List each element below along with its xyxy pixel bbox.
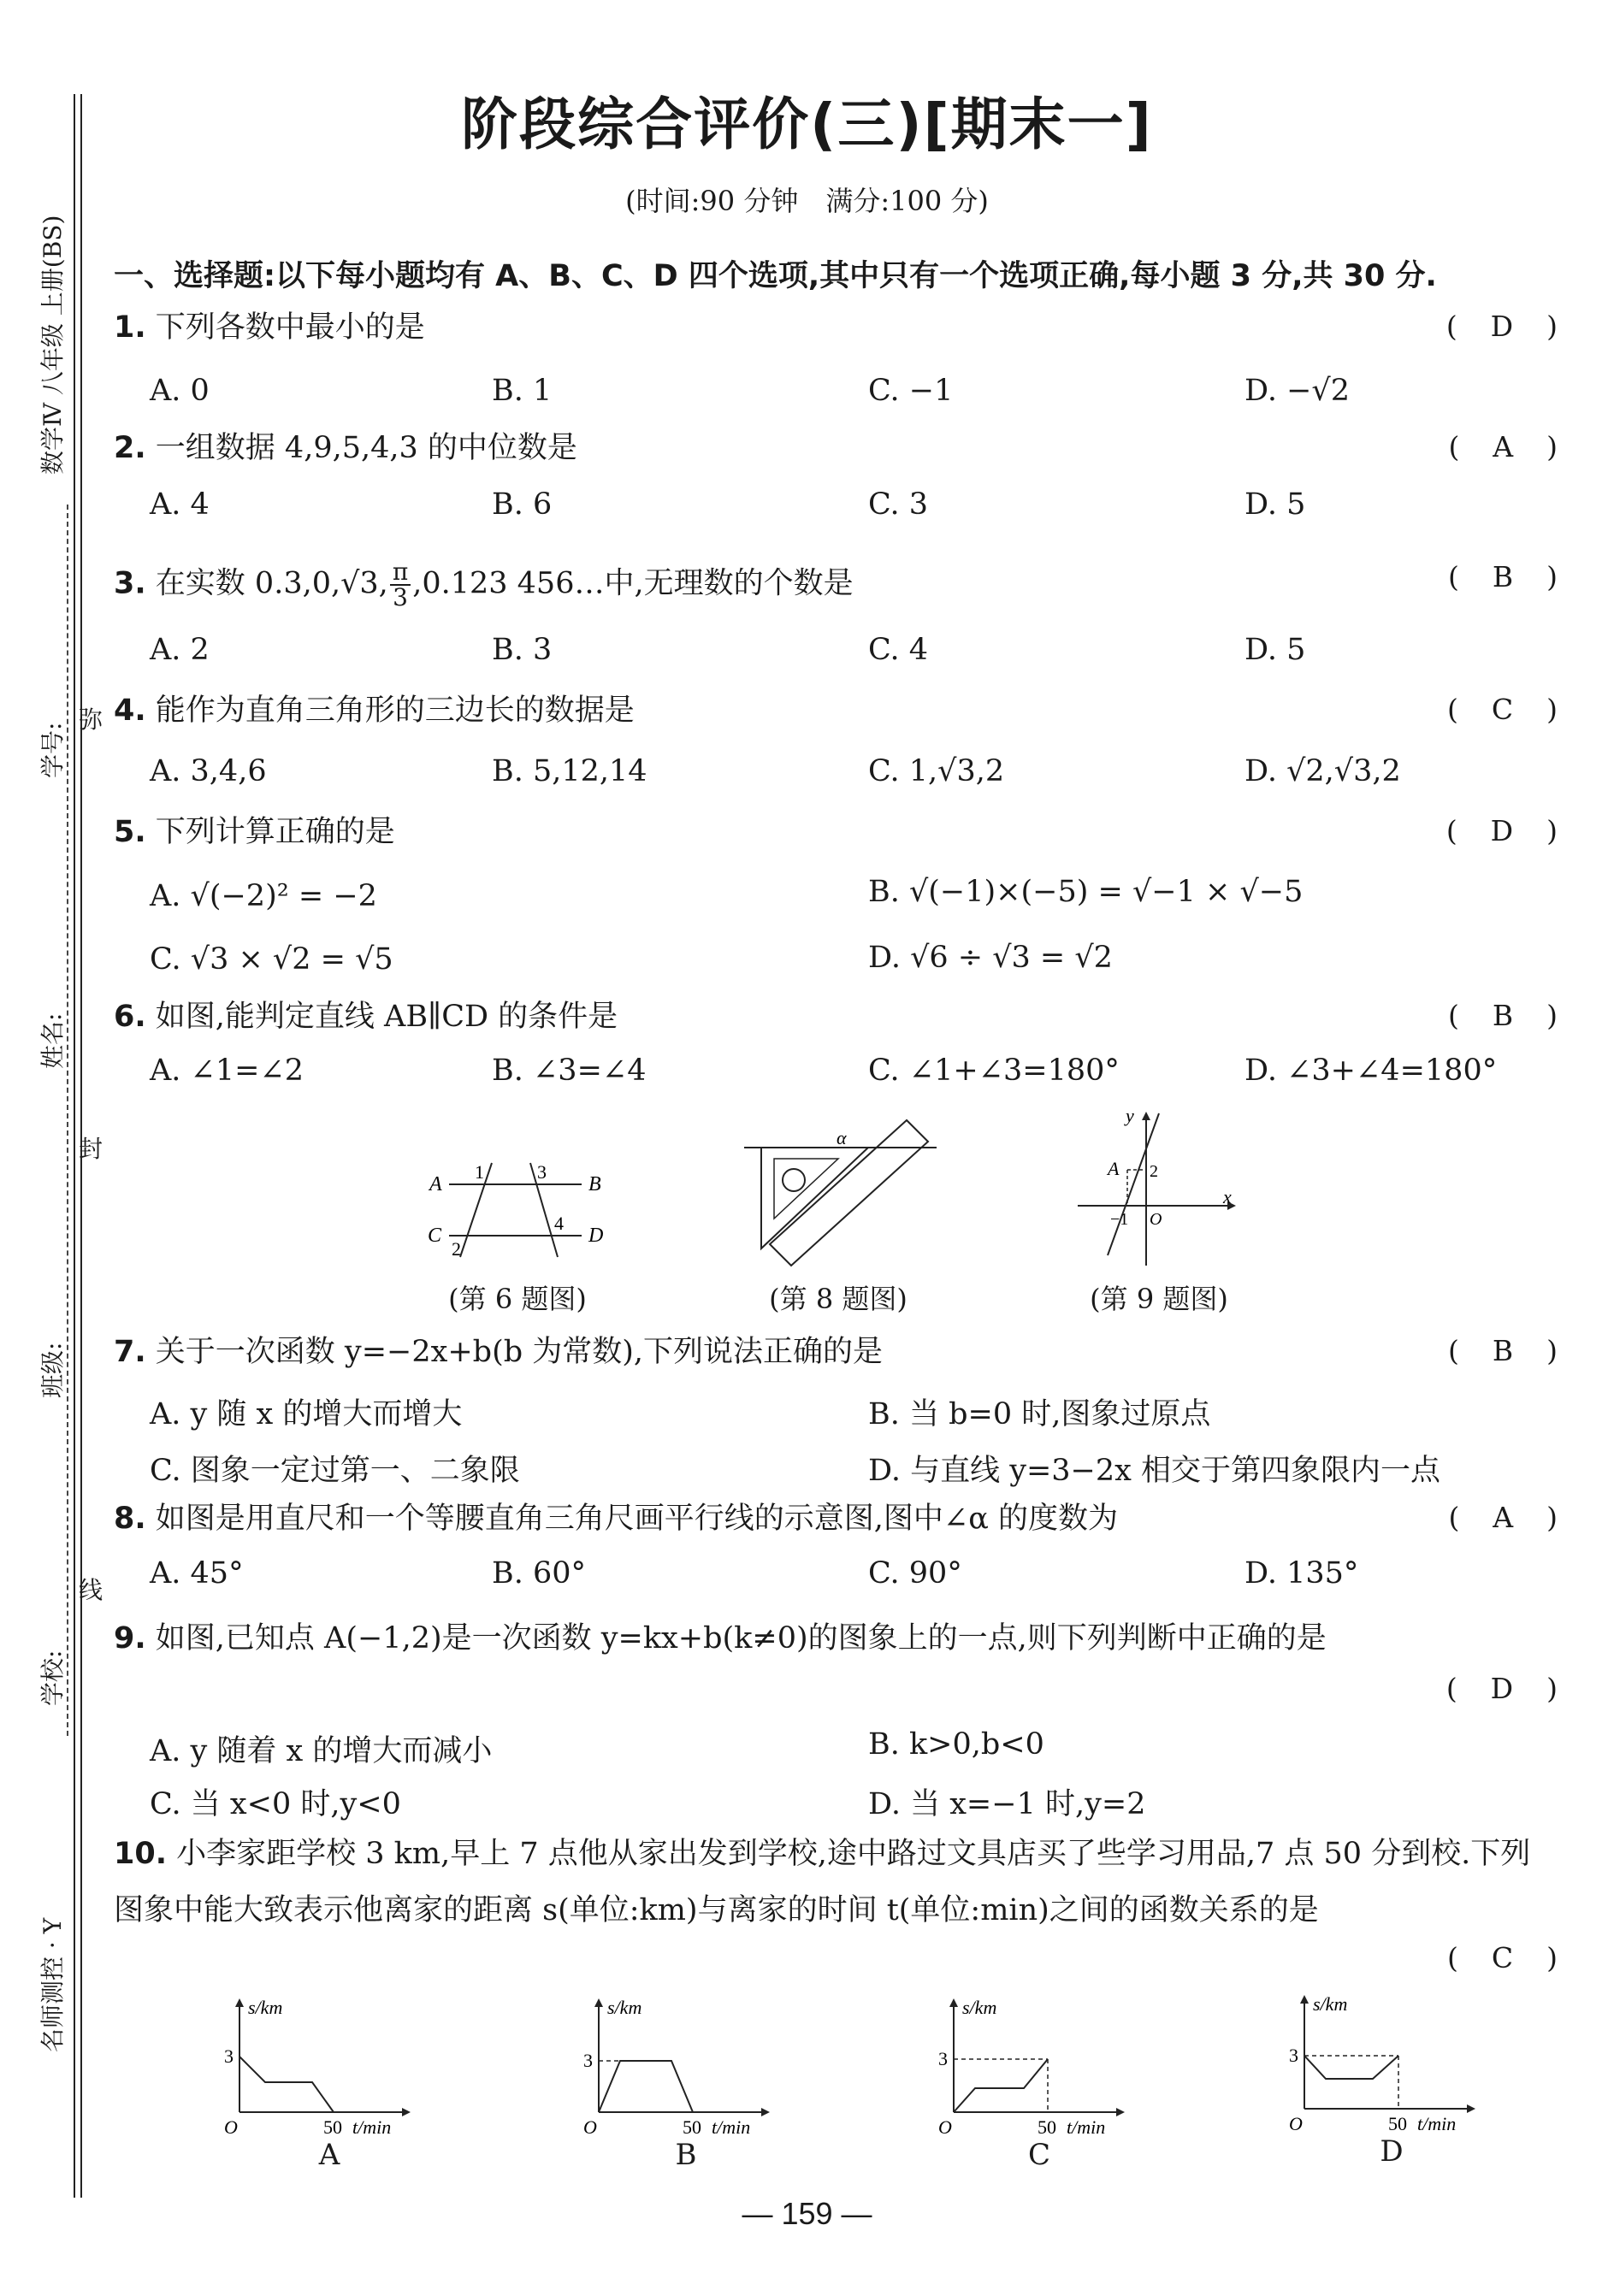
option-b: B. 5,12,14	[492, 754, 647, 788]
question-text: 能作为直角三角形的三边长的数据是	[155, 694, 635, 728]
figure-8	[736, 1112, 941, 1274]
option-a: A. 4	[150, 487, 210, 522]
ruler	[770, 1120, 928, 1266]
graph-a-letter: A	[318, 2138, 340, 2172]
s-axis-arrow	[235, 1998, 244, 2007]
t-label: t/min	[352, 2116, 392, 2138]
question-number: 6.	[114, 1000, 146, 1034]
question-text: 一组数据 4,9,5,4,3 的中位数是	[155, 431, 577, 465]
question-3	[114, 560, 854, 610]
option-a: A. 2	[150, 633, 210, 667]
option-a: A. 45°	[150, 1556, 244, 1591]
book-label: 数学Ⅳ 八年级 上册(BS)	[38, 215, 67, 475]
x-label: x	[1223, 1186, 1232, 1207]
option-d: D. 5	[1244, 633, 1306, 667]
page-title: 阶段综合评价(三)[期末一]	[461, 91, 1153, 157]
option-b: B. 当 b=0 时,图象过原点	[868, 1397, 1211, 1431]
angle-3: 3	[537, 1161, 547, 1183]
question-number: 7.	[114, 1335, 146, 1369]
point-a: A	[1108, 1158, 1120, 1179]
pi-fraction	[390, 560, 411, 610]
margin-rule-1	[74, 94, 75, 2198]
option-d: D. √6 ÷ √3 = √2	[868, 941, 1113, 975]
fraction-denominator: 3	[393, 583, 408, 611]
question-text-b: ,0.123 456…中,无理数的个数是	[412, 566, 854, 601]
value-3: 3	[583, 2050, 593, 2071]
value-50: 50	[1388, 2113, 1407, 2134]
angle-2: 2	[452, 1238, 461, 1260]
option-b: B. ∠3=∠4	[492, 1054, 647, 1088]
question-number: 9.	[114, 1621, 146, 1656]
question-1	[114, 310, 425, 345]
option-c: C. 4	[868, 633, 929, 667]
s-label: s/km	[607, 1997, 642, 2018]
question-5	[114, 814, 395, 850]
value-3: 3	[224, 2045, 234, 2067]
answer-1: ( D )	[1446, 310, 1563, 343]
option-a: A. 3,4,6	[150, 754, 267, 788]
option-d: D. ∠3+∠4=180°	[1244, 1054, 1498, 1088]
label-d: D	[588, 1225, 604, 1247]
question-9	[114, 1610, 1371, 1667]
seal-char-mi: 弥	[79, 705, 103, 734]
angle-4: 4	[554, 1213, 564, 1234]
s-label: s/km	[1313, 1993, 1348, 2015]
option-c: C. 图象一定过第一、二象限	[150, 1454, 520, 1488]
origin: O	[583, 2116, 597, 2138]
option-c: C. 3	[868, 487, 929, 522]
tick-neg1: −1	[1110, 1210, 1129, 1229]
option-a: A. y 随着 x 的增大而减小	[150, 1734, 493, 1768]
option-d: D. −√2	[1244, 374, 1350, 408]
option-c: C. 90°	[868, 1556, 962, 1591]
option-b: B. 6	[492, 487, 553, 522]
t-axis-arrow	[761, 2108, 770, 2116]
fraction-numerator: π	[390, 560, 411, 586]
y-label: y	[1126, 1105, 1134, 1126]
option-c: C. 当 x<0 时,y<0	[150, 1787, 401, 1821]
option-a: A. ∠1=∠2	[150, 1054, 304, 1088]
answer-3: ( B )	[1448, 560, 1563, 593]
s-axis-arrow	[1300, 1995, 1309, 2004]
option-d: D. 135°	[1244, 1556, 1359, 1591]
origin: O	[938, 2116, 952, 2138]
t-axis-arrow	[1467, 2104, 1475, 2113]
answer-2: ( A )	[1448, 430, 1563, 463]
question-text: 如图,已知点 A(−1,2)是一次函数 y=kx+b(k≠0)的图象上的一点,则下列判断中正确的是	[155, 1621, 1327, 1656]
exam-info: (时间:90 分钟 满分:100 分)	[625, 185, 989, 217]
option-c: C. ∠1+∠3=180°	[868, 1054, 1120, 1088]
graph-option-c	[937, 1984, 1142, 2142]
option-b: B. 60°	[492, 1556, 587, 1591]
origin: O	[1289, 2113, 1303, 2134]
value-50: 50	[1038, 2116, 1056, 2138]
angle-1: 1	[475, 1161, 484, 1183]
triangle-hole	[783, 1169, 805, 1191]
question-number: 4.	[114, 694, 146, 728]
value-50: 50	[683, 2116, 701, 2138]
question-number: 8.	[114, 1502, 146, 1536]
s-label: s/km	[962, 1997, 997, 2018]
origin: O	[224, 2116, 238, 2138]
s-label: s/km	[248, 1997, 283, 2018]
answer-4: ( C )	[1447, 693, 1563, 726]
label-b: B	[588, 1173, 601, 1195]
triangle-ruler	[761, 1148, 868, 1248]
question-number: 5.	[114, 815, 146, 849]
option-d: D. √2,√3,2	[1244, 754, 1401, 788]
option-b: B. 3	[492, 633, 553, 667]
option-c: C. √3 × √2 = √5	[150, 942, 393, 977]
brand-label: 名师测控 · Y	[38, 1917, 67, 2052]
graph-option-a	[222, 1984, 428, 2142]
t-axis-arrow	[402, 2108, 411, 2116]
question-2	[114, 430, 577, 466]
question-7	[114, 1334, 883, 1370]
value-3: 3	[938, 2048, 948, 2069]
question-text: 下列各数中最小的是	[155, 310, 425, 345]
tick-2: 2	[1150, 1162, 1158, 1181]
question-text: 下列计算正确的是	[155, 815, 395, 849]
y-axis-arrow	[1142, 1112, 1150, 1120]
s-axis-arrow	[949, 1998, 958, 2007]
cut-line	[67, 505, 68, 1736]
t-label: t/min	[1067, 2116, 1106, 2138]
figure-6	[411, 1146, 624, 1274]
option-b: B. √(−1)×(−5) = √−1 × √−5	[868, 875, 1304, 909]
triangle-inner	[774, 1159, 838, 1219]
student-id-label: 学号:	[38, 722, 67, 778]
graph-option-b	[582, 1984, 787, 2142]
graph-line	[954, 2059, 1048, 2112]
value-50: 50	[323, 2116, 342, 2138]
question-6	[114, 999, 618, 1035]
answer-7: ( B )	[1448, 1334, 1563, 1367]
answer-9: ( D )	[1446, 1672, 1563, 1705]
graph-c-letter: C	[1027, 2138, 1050, 2172]
name-label: 姓名:	[38, 1012, 67, 1069]
graph-d-letter: D	[1380, 2134, 1404, 2169]
s-axis-arrow	[594, 1998, 603, 2007]
figure-9-caption: (第 9 题图)	[1090, 1283, 1228, 1315]
question-number: 1.	[114, 310, 146, 345]
seal-char-xian: 线	[79, 1576, 103, 1604]
function-line	[1108, 1113, 1159, 1255]
graph-line	[1304, 2056, 1398, 2079]
question-number: 2.	[114, 431, 146, 465]
option-d: D. 与直线 y=3−2x 相交于第四象限内一点	[868, 1454, 1441, 1488]
origin: O	[1150, 1210, 1162, 1229]
question-10	[114, 1826, 1559, 1939]
answer-5: ( D )	[1446, 814, 1563, 847]
question-4	[114, 693, 635, 729]
graph-option-d	[1287, 1980, 1493, 2139]
option-c: C. −1	[868, 374, 954, 408]
question-text-a: 在实数 0.3,0,√3,	[155, 566, 388, 601]
school-label: 学校:	[38, 1650, 67, 1706]
figure-6-caption: (第 6 题图)	[448, 1283, 587, 1315]
question-text: 小李家距学校 3 km,早上 7 点他从家出发到学校,途中路过文具店买了些学习用品,7 点 50 分到校.下列图象中能大致表示他离家的距离 s(单位:km)与离家的时间 t(单位:min)之间的函数关系的是	[114, 1837, 1531, 1927]
t-axis-arrow	[1116, 2108, 1125, 2116]
option-b: B. k>0,b<0	[868, 1727, 1044, 1762]
option-a: A. √(−2)² = −2	[150, 879, 377, 913]
answer-10: ( C )	[1447, 1941, 1563, 1974]
angle-alpha: α	[837, 1127, 847, 1148]
graph-line	[599, 2061, 693, 2112]
option-d: D. 当 x=−1 时,y=2	[868, 1787, 1146, 1821]
option-c: C. 1,√3,2	[868, 754, 1005, 788]
option-b: B. 1	[492, 374, 553, 408]
figure-8-caption: (第 8 题图)	[769, 1283, 908, 1315]
question-number: 3.	[114, 566, 146, 601]
t-label: t/min	[712, 2116, 751, 2138]
option-a: A. y 随 x 的增大而增大	[150, 1397, 463, 1431]
t-label: t/min	[1417, 2113, 1457, 2134]
figure-9	[1061, 1103, 1257, 1274]
section-heading: 一、选择题:以下每小题均有 A、B、C、D 四个选项,其中只有一个选项正确,每小题 3 分,共 30 分.	[114, 259, 1437, 293]
question-text: 如图是用直尺和一个等腰直角三角尺画平行线的示意图,图中∠α 的度数为	[155, 1502, 1119, 1536]
answer-8: ( A )	[1448, 1501, 1563, 1534]
answer-6: ( B )	[1448, 999, 1563, 1032]
label-c: C	[428, 1225, 442, 1247]
class-label: 班级:	[38, 1342, 67, 1398]
page-number: — 159 —	[742, 2196, 872, 2231]
question-number: 10.	[114, 1837, 168, 1871]
seal-char-feng: 封	[79, 1135, 103, 1163]
label-a: A	[429, 1173, 442, 1195]
question-8	[114, 1501, 1118, 1537]
option-a: A. 0	[150, 374, 210, 408]
option-d: D. 5	[1244, 487, 1306, 522]
question-text: 如图,能判定直线 AB∥CD 的条件是	[155, 1000, 618, 1034]
value-3: 3	[1289, 2045, 1298, 2066]
graph-line	[239, 2057, 334, 2112]
graph-b-letter: B	[675, 2138, 697, 2172]
question-text: 关于一次函数 y=−2x+b(b 为常数),下列说法正确的是	[155, 1335, 884, 1369]
